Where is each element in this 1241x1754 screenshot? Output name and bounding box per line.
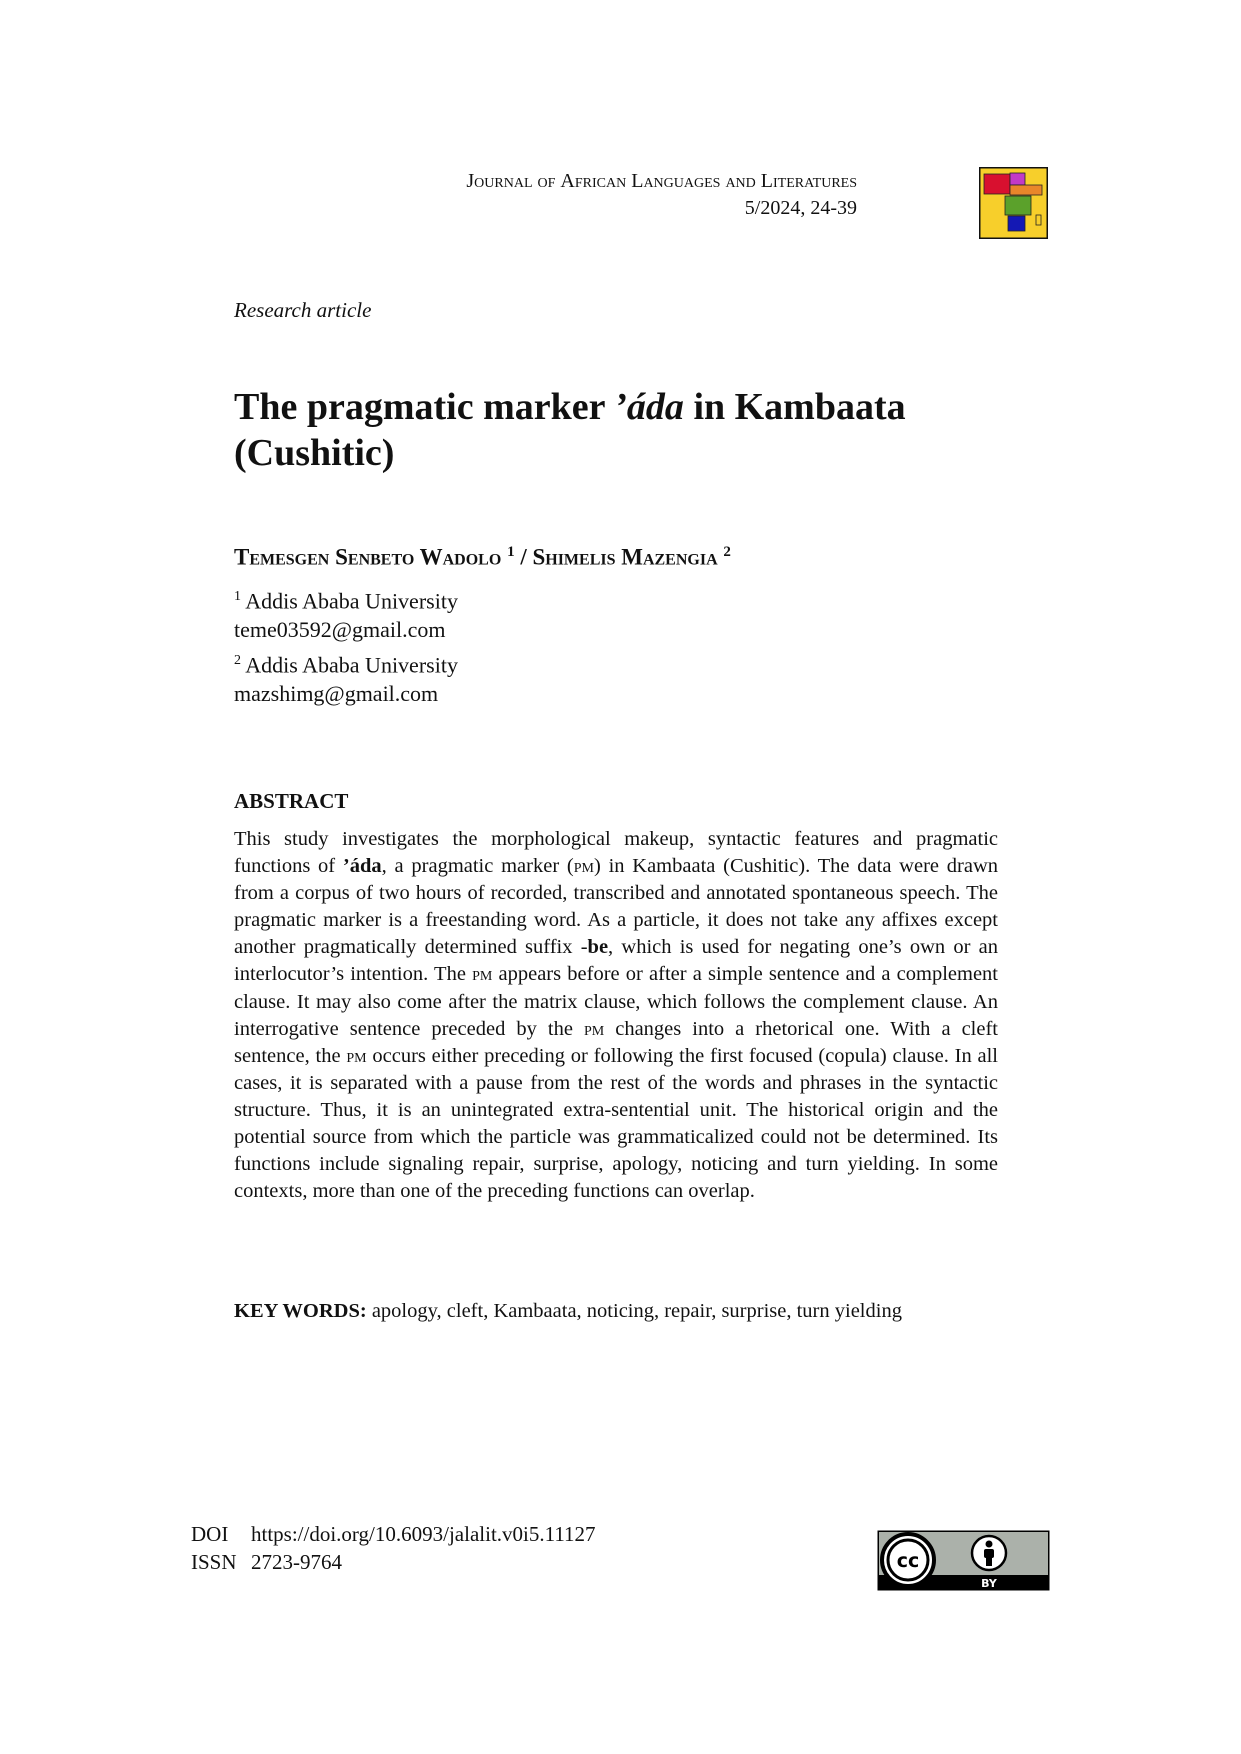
abstract-pm-abbrev: pm — [573, 855, 594, 878]
journal-logo-icon — [979, 167, 1048, 239]
keywords — [234, 1298, 998, 1325]
svg-text:cc: cc — [896, 1550, 920, 1572]
affiliation-email[interactable]: mazshimg@gmail.com — [234, 681, 439, 707]
abstract-heading: ABSTRACT — [234, 789, 349, 813]
journal-issue: 5/2024, 24-39 — [744, 197, 857, 219]
journal-title-part: iteratures — [773, 170, 857, 192]
issn-value: 2723-9764 — [251, 1550, 342, 1574]
affiliation-number: 2 — [234, 653, 241, 668]
affiliation-email[interactable]: teme03592@gmail.com — [234, 617, 446, 643]
doi-label: DOI — [191, 1522, 229, 1546]
abstract-pm-abbrev: pm — [583, 1017, 605, 1040]
journal-title-part: frican — [574, 170, 632, 192]
abstract-pm-abbrev: pm — [472, 963, 493, 986]
abstract-pm-abbrev: pm — [346, 1044, 367, 1067]
author-line — [234, 544, 731, 571]
author-name: Temesgen Senbeto Wadolo — [234, 544, 502, 570]
author-affiliation-number: 1 — [507, 544, 515, 560]
author-separator: / — [514, 544, 533, 570]
affiliation-institution: Addis Ababa University — [245, 588, 458, 614]
issn-line — [191, 1548, 342, 1576]
doi-link[interactable]: https://doi.org/10.6093/jalalit.v0i5.11127 — [251, 1522, 596, 1546]
abstract-text: , a pragmatic marker ( — [381, 855, 574, 878]
author-name: Shimelis Mazengia — [532, 544, 718, 570]
license-label: BY — [981, 1577, 997, 1590]
abstract-marker: ’áda — [342, 855, 382, 878]
journal-title — [466, 168, 857, 194]
cc-by-license-badge[interactable] — [877, 1530, 1050, 1591]
by-person-icon — [972, 1536, 1006, 1570]
journal-title-part: L — [760, 170, 773, 192]
affiliation-block — [234, 582, 458, 644]
keywords-list: apology, cleft, Kambaata, noticing, repair, surprise, turn yielding — [366, 1300, 902, 1322]
abstract-body — [234, 826, 998, 1205]
abstract-text: occurs either preceding or following the first focused (copula) clause. In all cases, it is separated with a pause from the rest of the words and phrases in the syntactic structure. Thus, it is an unintegrated extra-sentential unit. The historical origin and the potential source from which the particle was grammaticalized could not be determined. Its functions include signaling repair, surprise, apology, noticing and turn yielding. In some contexts, more than one of the preceding functions can overlap. — [234, 1044, 998, 1203]
affiliation-institution: Addis Ababa University — [245, 652, 458, 678]
journal-title-part: A — [560, 170, 575, 192]
cc-icon — [882, 1534, 934, 1586]
abstract-text: appears before or after a simple sentence and a complement clause. It may also come after the matrix clause, which follows the complement clause. An interrogative sentence preceded by the — [234, 963, 998, 1040]
issn-label: ISSN — [191, 1550, 237, 1574]
journal-title-part: L — [631, 170, 644, 192]
affiliation-number: 1 — [234, 589, 241, 604]
author-affiliation-number: 2 — [723, 544, 731, 560]
journal-title-part: anguages and — [643, 170, 761, 192]
affiliation-block — [234, 646, 458, 708]
paper-title — [234, 384, 994, 476]
article-type: Research article — [234, 298, 372, 322]
keywords-label: KEY WORDS: — [234, 1300, 367, 1322]
doi-line — [191, 1520, 596, 1548]
abstract-text: , which is used for negating one’s own or an interlocutor’s intention. The — [234, 936, 998, 986]
abstract-text: changes into a rhetorical one. With a cleft sentence, the — [234, 1017, 998, 1067]
journal-title-part: ournal of — [474, 170, 561, 192]
title-marker: ’áda — [614, 386, 684, 428]
abstract-text: ) in Kambaata (Cushitic). The data were drawn from a corpus of two hours of recorded, transcribed and annotated spontaneous speech. The pragmatic marker is a freestanding word. As a particle, it does not take any affixes except another pragmatically determined suffix - — [234, 855, 998, 959]
abstract-text: This study investigates the morphological makeup, syntactic features and pragmatic functions of — [234, 828, 998, 878]
journal-title-part: J — [466, 170, 475, 192]
abstract-suffix: be — [587, 936, 609, 959]
title-text: The pragmatic marker — [234, 386, 615, 428]
title-text: in Kambaata (Cushitic) — [234, 386, 906, 474]
